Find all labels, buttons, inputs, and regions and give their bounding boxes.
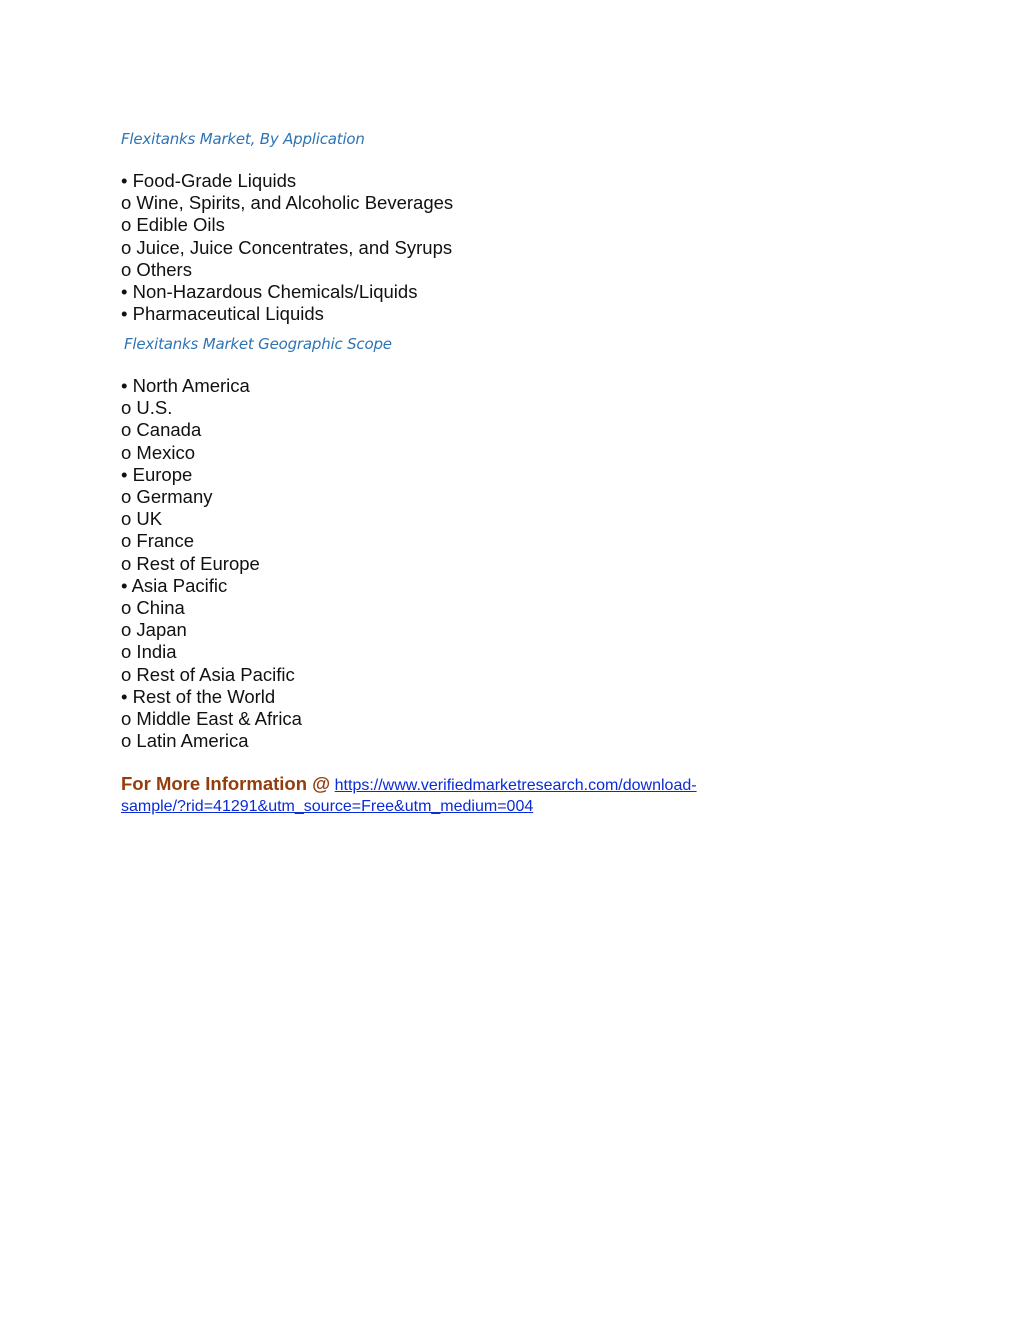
list-item: o Others [121,258,192,280]
list-item: o Latin America [121,730,249,752]
more-information-block [121,773,821,818]
list-item: o Wine, Spirits, and Alcoholic Beverages [121,192,454,214]
list-item: o China [121,597,185,619]
list-item: o Canada [121,419,202,441]
list-item: o Rest of Europe [121,552,260,574]
geography-list [121,375,302,752]
list-item: o Edible Oils [121,214,225,236]
application-list [121,170,453,325]
list-item: • Rest of the World [121,685,276,707]
list-item: o India [121,641,177,663]
download-sample-link-continued[interactable]: sample/?rid=41291&utm_source=Free&utm_medium=004 [121,798,534,815]
list-item: o Japan [121,619,187,641]
geography-section-heading: Flexitanks Market Geographic Scope [124,335,392,353]
list-item: • Food-Grade Liquids [121,170,297,191]
more-information-label: For More Information @ [121,773,331,794]
list-item: • Asia Pacific [121,574,228,596]
list-item: o Rest of Asia Pacific [121,663,295,685]
download-sample-link[interactable]: https://www.verifiedmarketresearch.com/download- [334,777,697,794]
list-item: • Europe [121,463,193,485]
list-item: o UK [121,508,163,530]
list-item: • Pharmaceutical Liquids [121,303,324,325]
list-item: o U.S. [121,397,173,419]
list-item: o Germany [121,486,213,508]
list-item: o Juice, Juice Concentrates, and Syrups [121,236,453,258]
list-item: • Non-Hazardous Chemicals/Liquids [121,281,418,303]
list-item: • North America [121,375,250,396]
list-item: o Mexico [121,441,196,463]
list-item: o Middle East & Africa [121,708,302,730]
application-section-heading: Flexitanks Market, By Application [121,130,365,148]
list-item: o France [121,530,195,552]
